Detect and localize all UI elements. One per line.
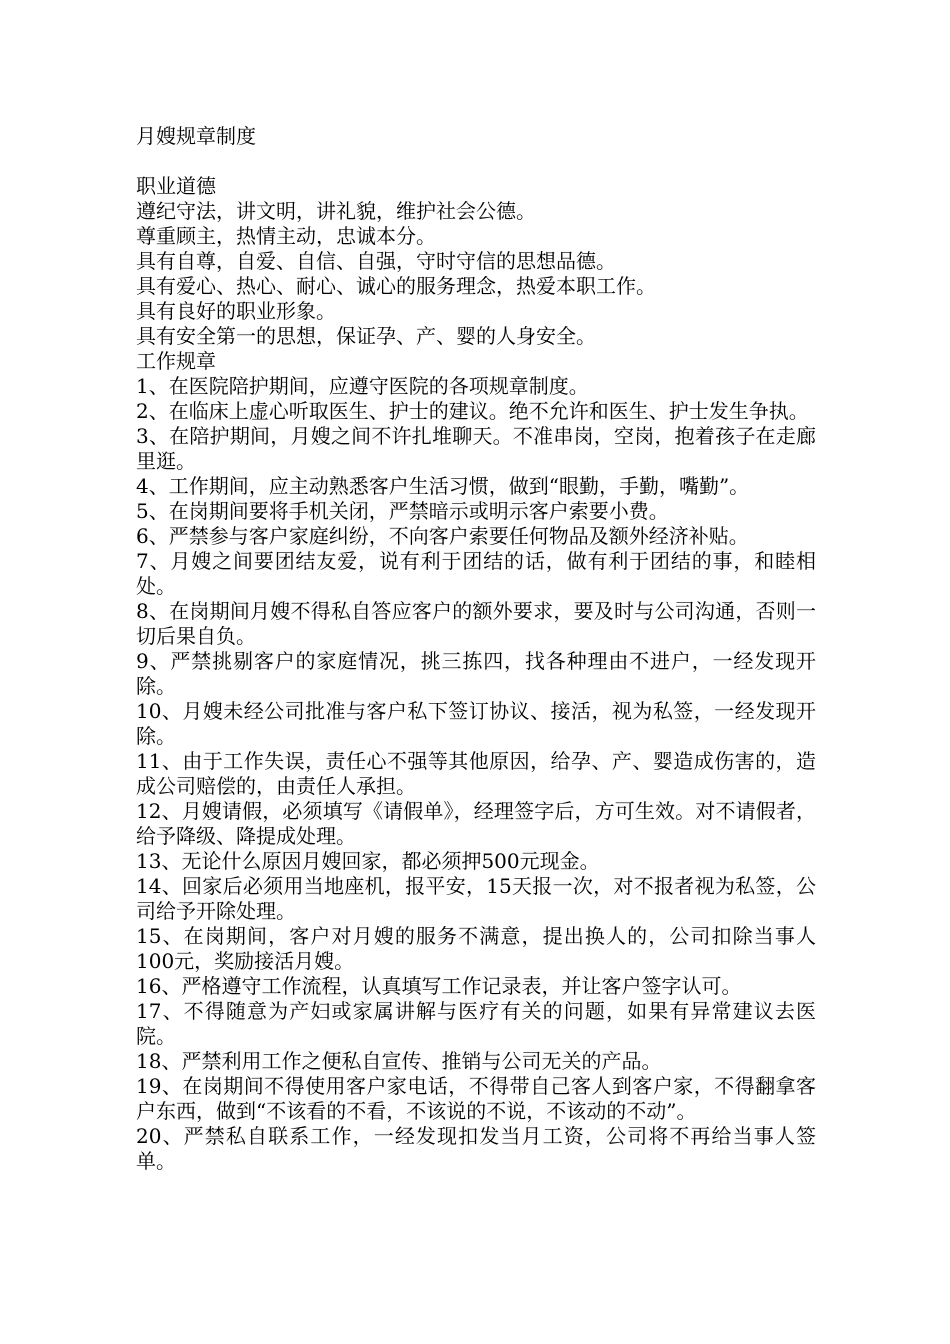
rule-item: 2、在临床上虚心听取医生、护士的建议。绝不允许和医生、护士发生争执。 [136,399,809,423]
document-title: 月嫂规章制度 [136,124,256,148]
section-heading-rules: 工作规章 [136,349,216,373]
ethics-line: 具有良好的职业形象。 [136,299,336,323]
rule-item: 3、在陪护期间，月嫂之间不许扎堆聊天。不准串岗，空岗，抱着孩子在走廊里逛。 [136,424,816,473]
rule-item: 5、在岗期间要将手机关闭，严禁暗示或明示客户索要小费。 [136,499,669,523]
ethics-line: 遵纪守法，讲文明，讲礼貌，维护社会公德。 [136,199,536,223]
section-heading-ethics: 职业道德 [136,174,216,198]
document-page [136,122,816,1174]
rule-item: 10、月嫂未经公司批准与客户私下签订协议、接活，视为私签，一经发现开除。 [136,699,816,748]
rule-item: 19、在岗期间不得使用客户家电话，不得带自己客人到客户家，不得翻拿客户东西，做到“不该看的不看，不该说的不说，不该动的不动”。 [136,1074,816,1123]
rule-item: 8、在岗期间月嫂不得私自答应客户的额外要求，要及时与公司沟通，否则一切后果自负。 [136,599,816,648]
section-work-rules [136,349,816,1174]
rule-item: 14、回家后必须用当地座机，报平安，15天报一次，对不报者视为私签，公司给予开除处理。 [136,874,816,923]
ethics-line: 具有自尊，自爱、自信、自强，守时守信的思想品德。 [136,249,616,273]
rule-item: 15、在岗期间，客户对月嫂的服务不满意，提出换人的，公司扣除当事人100元，奖励接活月嫂。 [136,924,816,973]
rule-item: 9、严禁挑剔客户的家庭情况，挑三拣四，找各种理由不进户，一经发现开除。 [136,649,816,698]
rule-item: 6、严禁参与客户家庭纠纷，不向客户索要任何物品及额外经济补贴。 [136,524,749,548]
rule-item: 20、严禁私自联系工作，一经发现扣发当月工资，公司将不再给当事人签单。 [136,1124,816,1173]
rule-item: 4、工作期间，应主动熟悉客户生活习惯，做到“眼勤，手勤，嘴勤”。 [136,474,750,498]
rule-item: 17、不得随意为产妇或家属讲解与医疗有关的问题，如果有异常建议去医院。 [136,999,816,1048]
rule-item: 1、在医院陪护期间，应遵守医院的各项规章制度。 [136,374,589,398]
rule-item: 16、严格遵守工作流程，认真填写工作记录表，并让客户签字认可。 [136,974,742,998]
rule-item: 18、严禁利用工作之便私自宣传、推销与公司无关的产品。 [136,1049,662,1073]
ethics-line: 尊重顾主，热情主动，忠诚本分。 [136,224,436,248]
rule-item: 13、无论什么原因月嫂回家，都必须押500元现金。 [136,849,600,873]
rule-item: 12、月嫂请假，必须填写《请假单》，经理签字后，方可生效。对不请假者，给予降级、降提成处理。 [136,799,816,848]
rule-item: 7、月嫂之间要团结友爱，说有利于团结的话，做有利于团结的事，和睦相处。 [136,549,816,598]
rule-item: 11、由于工作失误，责任心不强等其他原因，给孕、产、婴造成伤害的，造成公司赔偿的，由责任人承担。 [136,749,816,798]
ethics-line: 具有安全第一的思想，保证孕、产、婴的人身安全。 [136,324,596,348]
ethics-line: 具有爱心、热心、耐心、诚心的服务理念，热爱本职工作。 [136,274,656,298]
section-professional-ethics [136,174,816,349]
